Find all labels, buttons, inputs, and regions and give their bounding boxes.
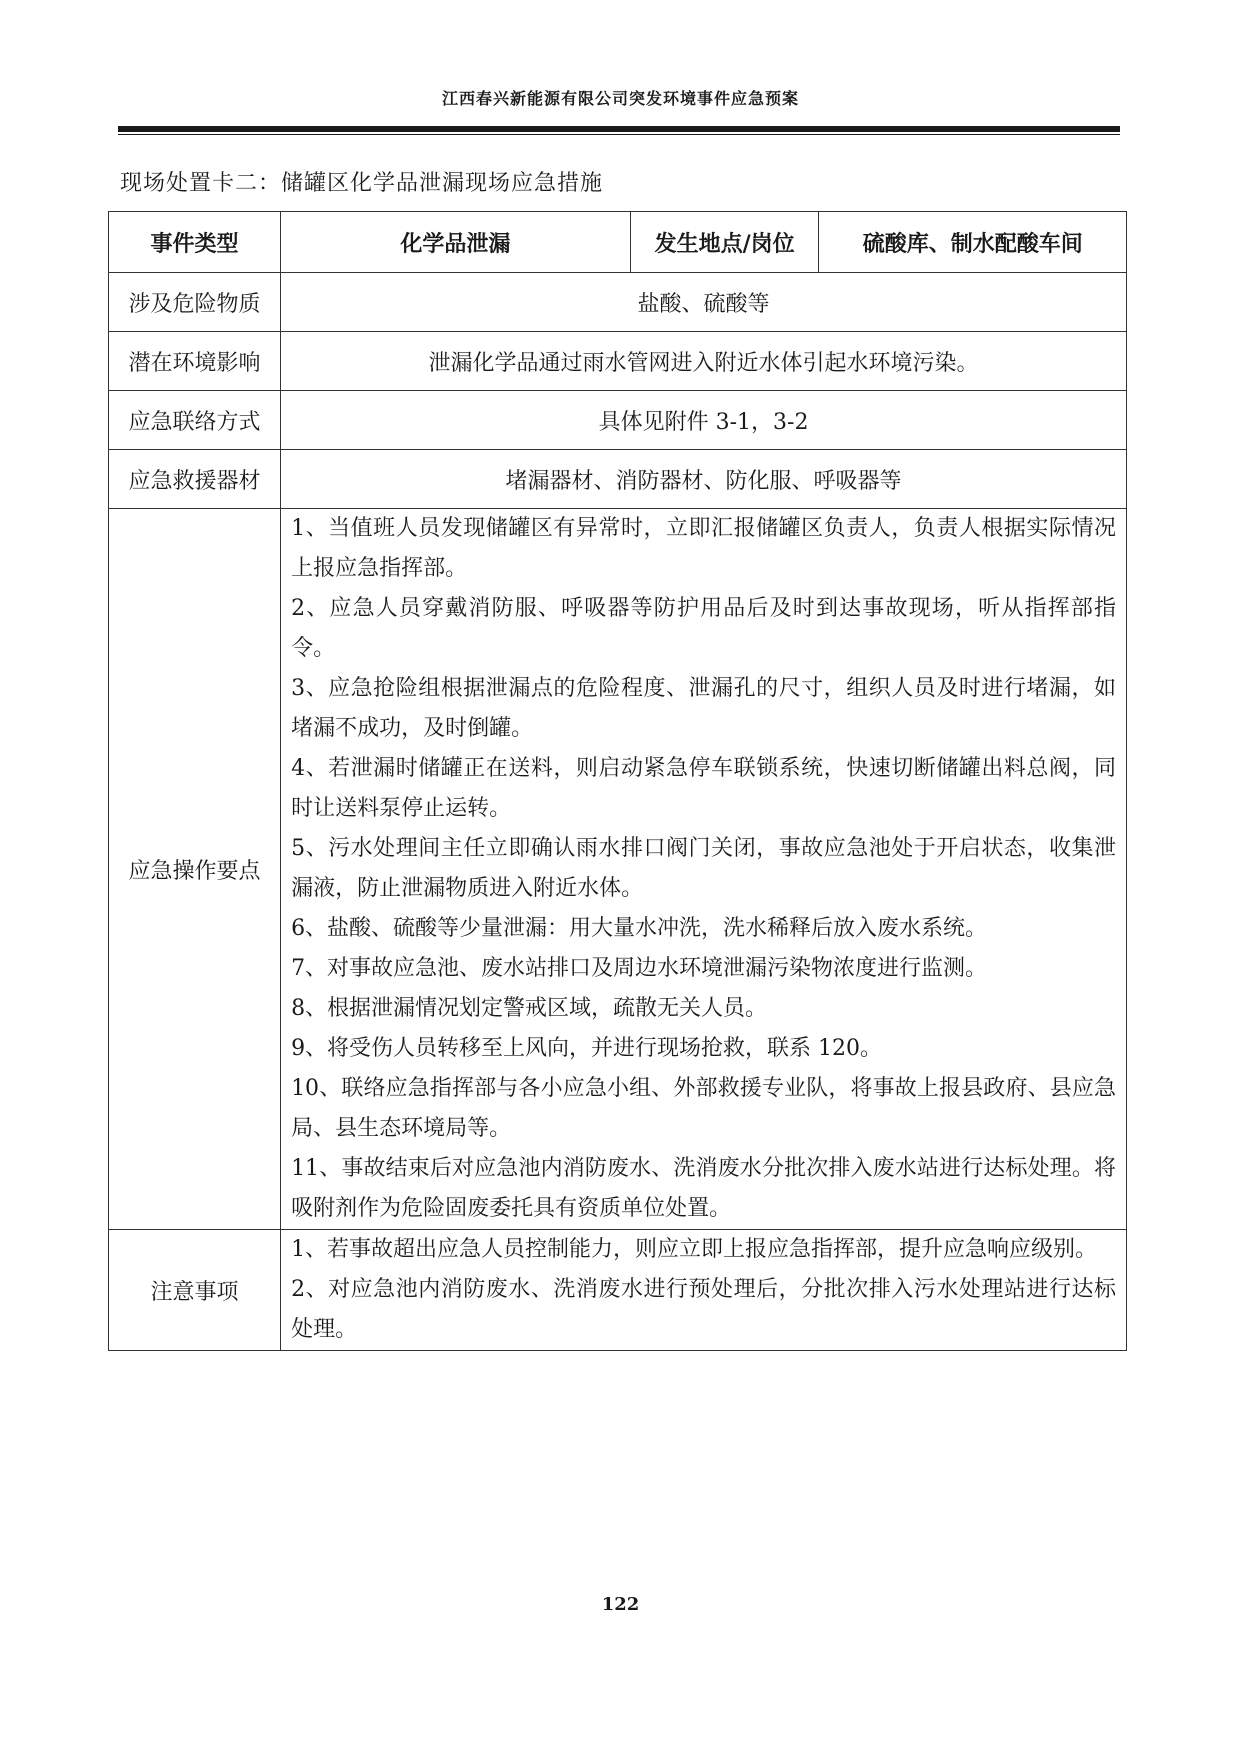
contact-method-value: 具体见附件 3-1，3-2 xyxy=(281,391,1127,450)
rescue-equipment-label: 应急救援器材 xyxy=(109,450,281,509)
table-row-operations xyxy=(109,509,1127,1230)
environment-impact-label: 潜在环境影响 xyxy=(109,332,281,391)
operation-item: 8、根据泄漏情况划定警戒区域，疏散无关人员。 xyxy=(291,996,768,1021)
operations-label: 应急操作要点 xyxy=(109,509,281,1230)
operation-item: 11、事故结束后对应急池内消防废水、洗消废水分批次排入废水站进行达标处理。将吸附剂作为危险固废委托具有资质单位处置。 xyxy=(291,1156,1116,1221)
environment-impact-value: 泄漏化学品通过雨水管网进入附近水体引起水环境污染。 xyxy=(281,332,1127,391)
event-type-value: 化学品泄漏 xyxy=(281,212,631,273)
table-row-impact xyxy=(109,332,1127,391)
operation-item: 3、应急抢险组根据泄漏点的危险程度、泄漏孔的尺寸，组织人员及时进行堵漏，如堵漏不成功，及时倒罐。 xyxy=(291,676,1116,741)
operations-list xyxy=(281,509,1127,1230)
hazard-substance-value: 盐酸、硫酸等 xyxy=(281,273,1127,332)
disposal-card-table xyxy=(108,211,1127,1351)
table-row-contact xyxy=(109,391,1127,450)
operation-item: 10、联络应急指挥部与各小应急小组、外部救援专业队，将事故上报县政府、县应急局、县生态环境局等。 xyxy=(291,1076,1116,1141)
location-label: 发生地点/岗位 xyxy=(630,212,819,273)
header-rule-thin xyxy=(118,134,1120,135)
operation-item: 9、将受伤人员转移至上风向，并进行现场抢救，联系 120。 xyxy=(291,1036,883,1061)
operation-item: 6、盐酸、硫酸等少量泄漏：用大量水冲洗，洗水稀释后放入废水系统。 xyxy=(291,916,988,941)
notes-list xyxy=(281,1230,1127,1351)
event-type-label: 事件类型 xyxy=(109,212,281,273)
note-item: 2、对应急池内消防废水、洗消废水进行预处理后，分批次排入污水处理站进行达标处理。 xyxy=(291,1277,1116,1342)
table-row-hazard xyxy=(109,273,1127,332)
operation-item: 5、污水处理间主任立即确认雨水排口阀门关闭，事故应急池处于开启状态，收集泄漏液，防止泄漏物质进入附近水体。 xyxy=(291,836,1116,901)
card-title: 现场处置卡二：储罐区化学品泄漏现场应急措施 xyxy=(120,171,604,196)
page-number: 122 xyxy=(601,1594,640,1615)
location-value: 硫酸库、制水配酸车间 xyxy=(819,212,1127,273)
notes-label: 注意事项 xyxy=(109,1230,281,1351)
contact-method-label: 应急联络方式 xyxy=(109,391,281,450)
document-header-title: 江西春兴新能源有限公司突发环境事件应急预案 xyxy=(441,89,799,108)
rescue-equipment-value: 堵漏器材、消防器材、防化服、呼吸器等 xyxy=(281,450,1127,509)
operation-item: 2、应急人员穿戴消防服、呼吸器等防护用品后及时到达事故现场，听从指挥部指令。 xyxy=(291,596,1116,661)
table-row-event xyxy=(109,212,1127,273)
table-row-equipment xyxy=(109,450,1127,509)
operation-item: 1、当值班人员发现储罐区有异常时，立即汇报储罐区负责人，负责人根据实际情况上报应急指挥部。 xyxy=(291,516,1116,581)
note-item: 1、若事故超出应急人员控制能力，则应立即上报应急指挥部，提升应急响应级别。 xyxy=(291,1237,1098,1262)
table-row-notes xyxy=(109,1230,1127,1351)
hazard-substance-label: 涉及危险物质 xyxy=(109,273,281,332)
operation-item: 4、若泄漏时储罐正在送料，则启动紧急停车联锁系统，快速切断储罐出料总阀，同时让送料泵停止运转。 xyxy=(291,756,1116,821)
header-rule-thick xyxy=(118,126,1120,132)
operation-item: 7、对事故应急池、废水站排口及周边水环境泄漏污染物浓度进行监测。 xyxy=(291,956,988,981)
